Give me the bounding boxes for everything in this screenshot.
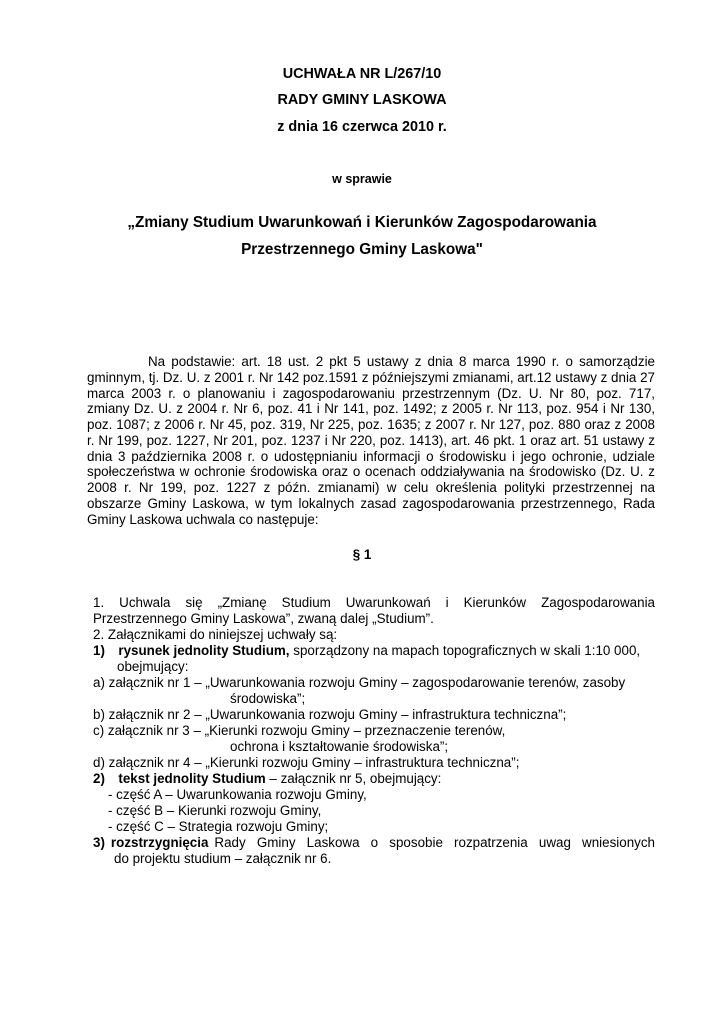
section-heading: § 1	[352, 547, 372, 562]
subject-line-1: „Zmiany Studium Uwarunkowań i Kierunków Zagospodarowania	[127, 214, 597, 231]
list-item-1-text: sporządzony na mapach topograficznych w skali 1:10 000,	[289, 643, 641, 658]
council-name: RADY GMINY LASKOWA	[277, 92, 447, 108]
list-item-3-bold: rozstrzygnięcia	[110, 835, 209, 850]
list-item-1	[93, 643, 640, 659]
list-item-1-continuation: obejmujący:	[117, 659, 189, 674]
annex-a-line-1: a) załącznik nr 1 – „Uwarunkowania rozwoju Gminy – zagospodarowanie terenów, zasoby	[93, 675, 626, 690]
list-item-2	[93, 771, 441, 787]
subject-intro: w sprawie	[332, 172, 392, 186]
list-item-2-bold: tekst jednolity Studium	[118, 771, 266, 786]
list-item-3	[93, 835, 655, 851]
part-a: - część A – Uwarunkowania rozwoju Gminy,	[108, 787, 367, 802]
list-item-3-continuation: do projektu studium – załącznik nr 6.	[114, 851, 332, 866]
body-paragraph-1-line-2: Przestrzennego Gminy Laskowa”, zwaną dalej „Studium”.	[93, 611, 434, 626]
annex-b: b) załącznik nr 2 – „Uwarunkowania rozwoju Gminy – infrastruktura techniczna”;	[93, 707, 567, 722]
resolution-date: z dnia 16 czerwca 2010 r.	[277, 119, 447, 135]
part-c: - część C – Strategia rozwoju Gminy;	[108, 819, 329, 834]
list-item-1-number: 1)	[93, 643, 105, 658]
list-item-1-bold: rysunek jednolity Studium,	[118, 643, 290, 658]
list-item-3-number: 3)	[93, 835, 105, 850]
part-b: - część B – Kierunki rozwoju Gminy,	[108, 803, 322, 818]
annex-c-line-2: ochrona i kształtowanie środowiska”;	[230, 739, 449, 754]
body-paragraph-2: 2. Załącznikami do niniejszej uchwały są:	[93, 627, 338, 642]
body-paragraph-1-line-1: 1. Uchwala się „Zmianę Studium Uwarunkowań i Kierunków Zagospodarowania	[93, 595, 655, 610]
preamble-paragraph: Na podstawie: art. 18 ust. 2 pkt 5 ustawy z dnia 8 marca 1990 r. o samorządzie gminnym, tj. Dz. U. z 2001 r. Nr 142 poz.1591 z późniejszymi zmianami, art.12 ustawy z dnia 27 marca 2003 r. o planowaniu i zagospodarowaniu przestrzennym (Dz. U. Nr 80, poz. 717, zmiany Dz. U. z 2004 r. Nr 6, poz. 41 i Nr 141, poz. 1492; z 2005 r. Nr 113, poz. 954 i Nr 130, poz. 1087; z 2006 r. Nr 45, poz. 319, Nr 225, poz. 1635; z 2007 r. Nr 127, poz. 880 oraz z 2008 r. Nr 199, poz. 1227, Nr 201, poz. 1237 i Nr 220, poz. 1413), art. 46 pkt. 1 oraz art. 51 ustawy z dnia 3 października 2008 r. o udostępnianiu informacji o środowisku i jego ochronie, udziale społeczeństwa w ochronie środowiska oraz o ocenach oddziaływania na środowisko (Dz. U. z 2008 r. Nr 199, poz. 1227 z późn. zmianami) w celu określenia polityki przestrzennej na obszarze Gminy Laskowa, w tym lokalnych zasad zagospodarowania przestrzennego, Rada Gminy Laskowa uchwala co następuje:	[87, 354, 655, 527]
annex-c-line-1: c) załącznik nr 3 – „Kierunki rozwoju Gminy – przeznaczenie terenów,	[93, 723, 506, 738]
subject-line-2: Przestrzennego Gminy Laskowa"	[241, 241, 483, 258]
list-item-2-number: 2)	[93, 771, 105, 786]
list-item-3-text: Rady Gminy Laskowa o sposobie rozpatrzenia uwag wniesionych	[214, 835, 655, 850]
list-item-2-text: – załącznik nr 5, obejmujący:	[265, 771, 442, 786]
annex-a-line-2: środowiska”;	[230, 691, 306, 706]
annex-d: d) załącznik nr 4 – „Kierunki rozwoju Gminy – infrastruktura techniczna”;	[93, 755, 520, 770]
resolution-number: UCHWAŁA NR L/267/10	[282, 66, 442, 82]
